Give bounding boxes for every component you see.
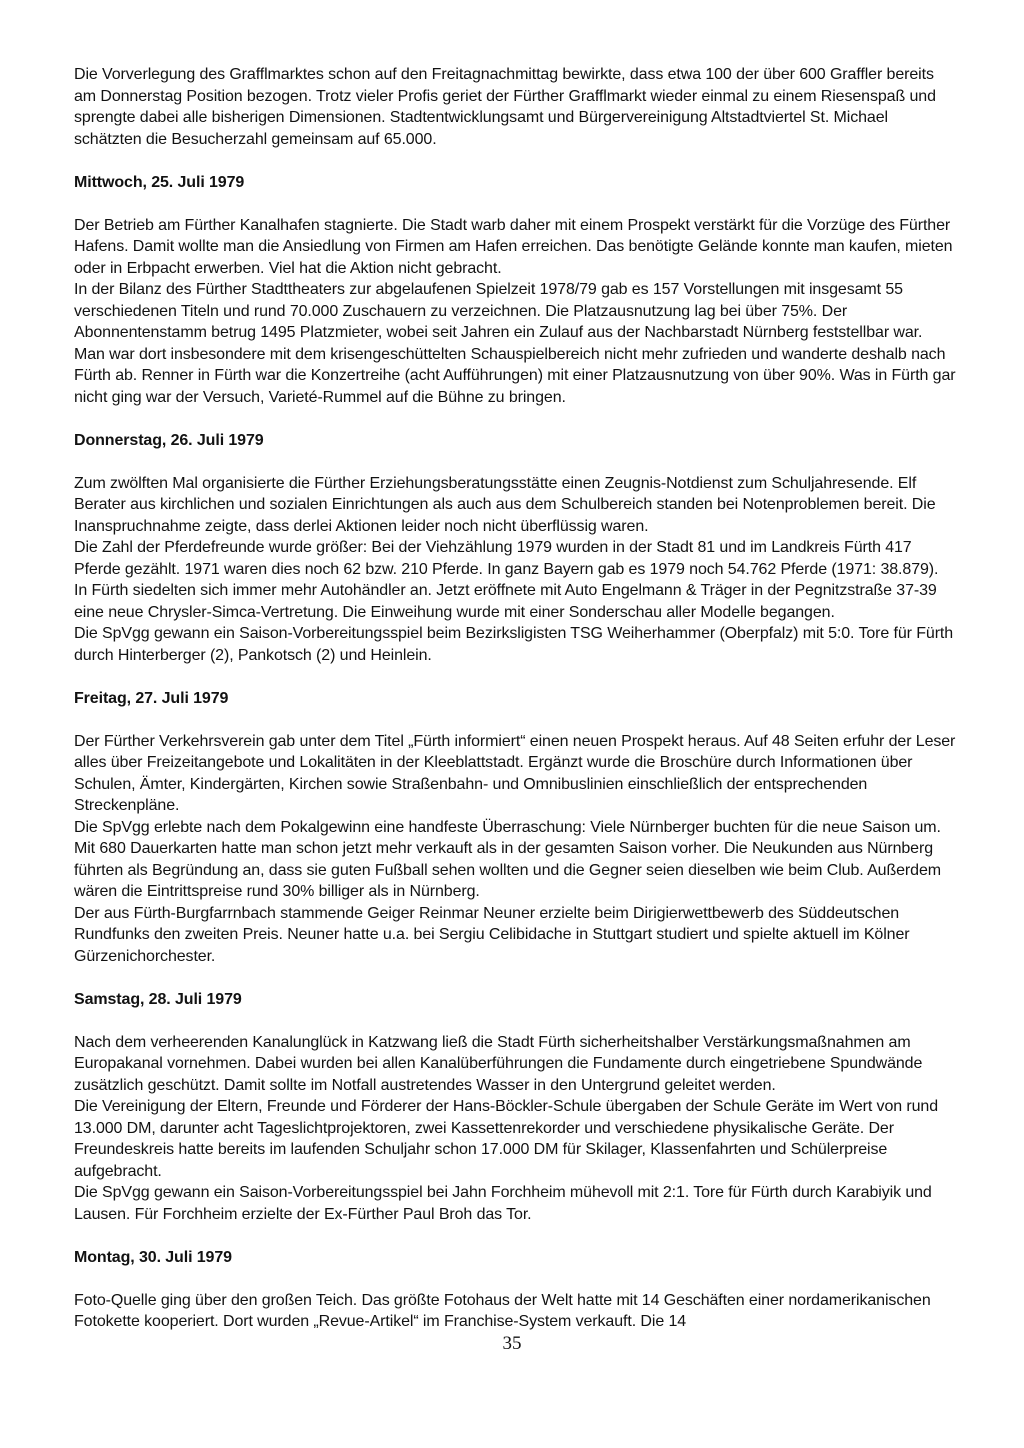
body-paragraph: Foto-Quelle ging über den großen Teich. Das größte Fotohaus der Welt hatte mit 14 Geschäften einer nordamerikanischen Fotokette kooperiert. Dort wurden „Revue-Artikel“ im Franchise-System verkauft. Die 14 bbox=[74, 1291, 931, 1330]
section-date-heading: Mittwoch, 25. Juli 1979 bbox=[74, 173, 245, 191]
section-date-heading: Freitag, 27. Juli 1979 bbox=[74, 689, 229, 707]
page-number: 35 bbox=[502, 1333, 522, 1354]
document-body bbox=[74, 64, 956, 1333]
body-paragraph: Die Zahl der Pferdefreunde wurde größer: Bei der Viehzählung 1979 wurden in der Stadt 81 und im Landkreis Fürth 417 Pferde gezählt. 1971 waren dies noch 62 bzw. 210 Pferde. In ganz Bayern gab es 1979 noch 54.762 Pferde (1971: 38.879). bbox=[74, 539, 939, 578]
body-paragraph: Die Vorverlegung des Grafflmarktes schon auf den Freitagnachmittag bewirkte, dass etwa 100 der über 600 Graffler bereits am Donnerstag Position bezogen. Trotz vieler Profis geriet der Fürther Grafflmarkt wieder einmal zu einem Riesenspaß und sprengte dabei alle bisherigen Dimensionen. Stadtentwicklungsamt und Bürgervereinigung Altstadtviertel St. Michael schätzten die Besucherzahl gemeinsam auf 65.000. bbox=[74, 66, 936, 148]
body-paragraph: Die Vereinigung der Eltern, Freunde und Förderer der Hans-Böckler-Schule übergaben der Schule Geräte im Wert von rund 13.000 DM, darunter acht Tageslichtprojektoren, zwei Kassettenrekorder und verschiedene physikalische Geräte. Der Freundeskreis hatte bereits im laufenden Schuljahr schon 17.000 DM für Skilager, Klassenfahrten und Schülerpreise aufgebracht. bbox=[74, 1098, 939, 1180]
body-paragraph: Die SpVgg gewann ein Saison-Vorbereitungsspiel beim Bezirksligisten TSG Weiherhammer (Oberpfalz) mit 5:0. Tore für Fürth durch Hinterberger (2), Pankotsch (2) und Heinlein. bbox=[74, 625, 954, 664]
date-section bbox=[74, 430, 956, 667]
body-paragraph: Der Fürther Verkehrsverein gab unter dem Titel „Fürth informiert“ einen neuen Prospekt heraus. Auf 48 Seiten erfuhr der Leser alles über Freizeitangebote und Lokalitäten in der Kleeblattstadt. Ergänzt wurde die Broschüre durch Informationen über Schulen, Ämter, Kindergärten, Kirchen sowie Straßenbahn- und Omnibuslinien einschließlich der entsprechenden Streckenpläne. bbox=[74, 732, 956, 814]
section-date-heading: Samstag, 28. Juli 1979 bbox=[74, 990, 242, 1008]
body-paragraph: Die SpVgg gewann ein Saison-Vorbereitungsspiel bei Jahn Forchheim mühevoll mit 2:1. Tore für Fürth durch Karabiyik und Lausen. Für Forchheim erzielte der Ex-Fürther Paul Broh das Tor. bbox=[74, 1184, 932, 1223]
body-paragraph: In Fürth siedelten sich immer mehr Autohändler an. Jetzt eröffnete mit Auto Engelmann & Träger in der Pegnitzstraße 37-39 eine neue Chrysler-Simca-Vertretung. Die Einweihung wurde mit einer Sonderschau aller Modelle begangen. bbox=[74, 582, 937, 621]
body-paragraph: Die SpVgg erlebte nach dem Pokalgewinn eine handfeste Überraschung: Viele Nürnberger buchten für die neue Saison um. Mit 680 Dauerkarten hatte man schon jetzt mehr verkauft als in der gesamten Saison vorher. Die Neukunden aus Nürnberg führten als Begründung an, dass sie guten Fußball sehen wollten und die Gegner seien dieselben wie beim Club. Außerdem wären die Eintrittspreise rund 30% billiger als in Nürnberg. bbox=[74, 818, 941, 900]
body-paragraph: Der aus Fürth-Burgfarrnbach stammende Geiger Reinmar Neuner erzielte beim Dirigierwettbewerb des Süddeutschen Rundfunks den zweiten Preis. Neuner hatte u.a. bei Sergiu Celibidache in Stuttgart studiert und spielte aktuell im Kölner Gürzenichorchester. bbox=[74, 904, 910, 965]
date-section bbox=[74, 688, 956, 968]
date-section bbox=[74, 989, 956, 1226]
section-date-heading: Donnerstag, 26. Juli 1979 bbox=[74, 431, 264, 449]
body-paragraph: In der Bilanz des Fürther Stadttheaters zur abgelaufenen Spielzeit 1978/79 gab es 157 Vorstellungen mit insgesamt 55 verschiedenen Titeln und rund 70.000 Zuschauern zu verzeichnen. Die Platzausnutzung lag bei über 75%. Der Abonnentenstamm betrug 1495 Platzmieter, wobei seit Jahren ein Zulauf aus der Nachbarstadt Nürnberg feststellbar war. Man war dort insbesondere mit dem krisengeschüttelten Schauspielbereich nicht mehr zufrieden und wanderte deshalb nach Fürth ab. Renner in Fürth war die Konzertreihe (acht Aufführungen) mit einer Platzausnutzung von über 90%. Was in Fürth gar nicht ging war der Versuch, Varieté-Rummel auf die Bühne zu bringen. bbox=[74, 281, 956, 406]
body-paragraph: Zum zwölften Mal organisierte die Fürther Erziehungsberatungsstätte einen Zeugnis-Notdienst zum Schuljahresende. Elf Berater aus kirchlichen und sozialen Einrichtungen als auch aus dem Schulbereich standen bei Notenproblemen bereit. Die Inanspruchnahme zeigte, dass derlei Aktionen leider noch nicht überflüssig waren. bbox=[74, 474, 936, 535]
body-paragraph: Der Betrieb am Fürther Kanalhafen stagnierte. Die Stadt warb daher mit einem Prospekt verstärkt für die Vorzüge des Fürther Hafens. Damit wollte man die Ansiedlung von Firmen am Hafen erreichen. Das benötigte Gelände konnte man kaufen, mieten oder in Erbpacht erwerben. Viel hat die Aktion nicht gebracht. bbox=[74, 216, 953, 277]
section-date-heading: Montag, 30. Juli 1979 bbox=[74, 1248, 232, 1266]
body-paragraph: Nach dem verheerenden Kanalunglück in Katzwang ließ die Stadt Fürth sicherheitshalber Verstärkungsmaßnahmen am Europakanal vornehmen. Dabei wurden bei allen Kanalüberführungen die Fundamente durch eingetriebene Spundwände zusätzlich geschützt. Damit sollte im Notfall austretendes Wasser in den Untergrund geleitet werden. bbox=[74, 1033, 923, 1094]
date-section bbox=[74, 172, 956, 409]
date-section bbox=[74, 1247, 956, 1333]
date-section bbox=[74, 64, 956, 150]
